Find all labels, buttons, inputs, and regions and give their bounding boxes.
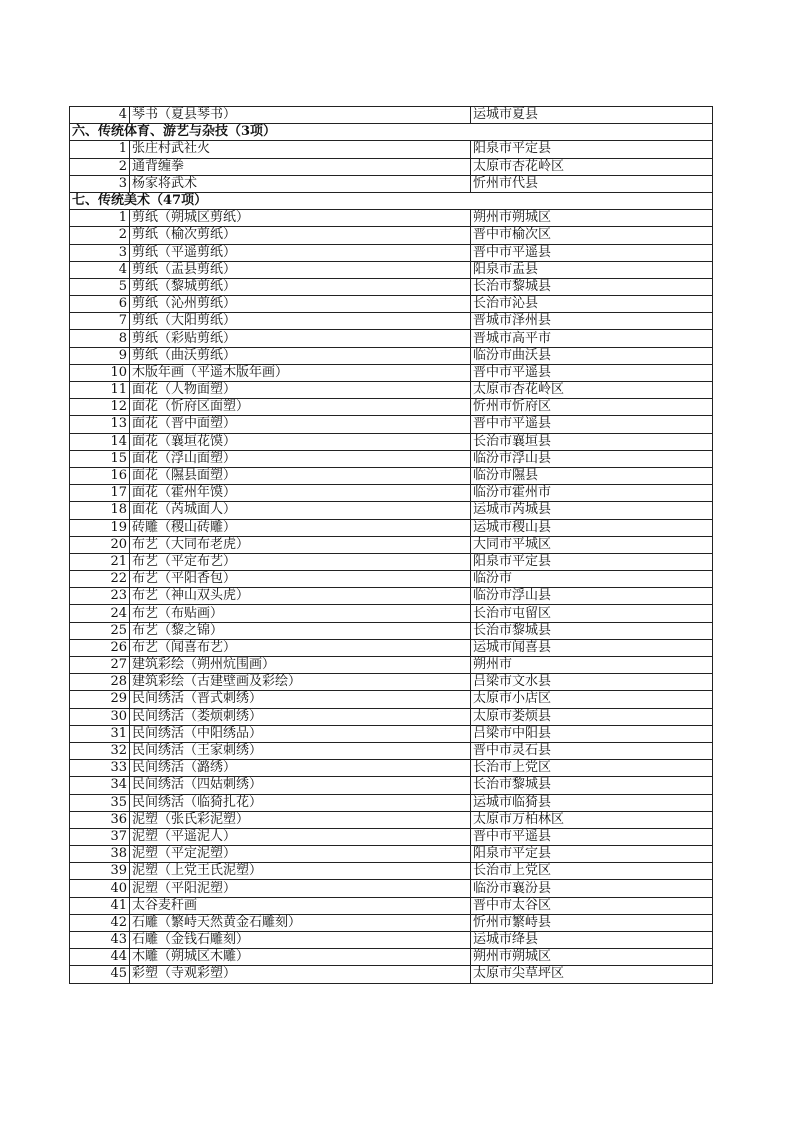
item-location: 晋中市平遥县 [471,416,713,433]
item-name: 面花（霍州年馍） [130,485,471,502]
table-row [70,450,713,467]
table-row [70,519,713,536]
table-row [70,949,713,966]
item-name: 民间绣活（娄烦刺绣） [130,708,471,725]
row-number: 36 [70,811,130,828]
row-number: 25 [70,622,130,639]
row-number: 41 [70,897,130,914]
row-number: 35 [70,794,130,811]
item-name: 剪纸（平遥剪纸） [130,244,471,261]
table-row [70,605,713,622]
row-number: 22 [70,571,130,588]
item-name: 布艺（闻喜布艺） [130,639,471,656]
item-name: 民间绣活（潞绣） [130,760,471,777]
table-row [70,382,713,399]
item-location: 长治市黎城县 [471,777,713,794]
row-number: 29 [70,691,130,708]
item-name: 杨家将武术 [130,175,471,192]
table-row [70,347,713,364]
item-name: 民间绣活（中阳绣品） [130,725,471,742]
row-number: 34 [70,777,130,794]
item-location: 晋中市灵石县 [471,742,713,759]
item-name: 彩塑（寺观彩塑） [130,966,471,983]
row-number: 12 [70,399,130,416]
row-number: 7 [70,313,130,330]
table-row [70,278,713,295]
table-row [70,467,713,484]
item-location: 运城市绛县 [471,932,713,949]
item-location: 长治市屯留区 [471,605,713,622]
row-number: 33 [70,760,130,777]
item-name: 民间绣活（晋式刺绣） [130,691,471,708]
item-location: 运城市临猗县 [471,794,713,811]
item-name: 布艺（平定布艺） [130,553,471,570]
item-name: 剪纸（黎城剪纸） [130,278,471,295]
table-row [70,725,713,742]
item-location: 长治市黎城县 [471,622,713,639]
table-row [70,760,713,777]
table-row [70,553,713,570]
item-name: 剪纸（大阳剪纸） [130,313,471,330]
row-number: 3 [70,244,130,261]
item-name: 面花（晋中面塑） [130,416,471,433]
item-name: 面花（襄垣花馍） [130,433,471,450]
row-number: 5 [70,278,130,295]
item-location: 朔州市 [471,657,713,674]
row-number: 43 [70,932,130,949]
row-number: 10 [70,364,130,381]
row-number: 44 [70,949,130,966]
item-name: 面花（忻府区面塑） [130,399,471,416]
item-location: 太原市尖草坪区 [471,966,713,983]
item-location: 临汾市浮山县 [471,588,713,605]
row-number: 31 [70,725,130,742]
item-name: 布艺（布贴画） [130,605,471,622]
row-number: 42 [70,914,130,931]
row-number: 3 [70,175,130,192]
section-header-row [70,192,713,209]
row-number: 39 [70,863,130,880]
item-location: 长治市襄垣县 [471,433,713,450]
table-row [70,313,713,330]
row-number: 2 [70,158,130,175]
item-location: 晋中市太谷区 [471,897,713,914]
row-number: 23 [70,588,130,605]
item-name: 泥塑（平阳泥塑） [130,880,471,897]
table-row [70,399,713,416]
item-name: 面花（隰县面塑） [130,467,471,484]
item-name: 泥塑（上党王氏泥塑） [130,863,471,880]
item-location: 晋城市高平市 [471,330,713,347]
row-number: 28 [70,674,130,691]
item-location: 长治市黎城县 [471,278,713,295]
row-number: 38 [70,846,130,863]
item-location: 忻州市忻府区 [471,399,713,416]
table-row [70,846,713,863]
item-location: 太原市杏花岭区 [471,158,713,175]
row-number: 16 [70,467,130,484]
row-number: 27 [70,657,130,674]
row-number: 18 [70,502,130,519]
item-name: 张庄村武社火 [130,141,471,158]
table-row [70,433,713,450]
item-name: 布艺（大同布老虎） [130,536,471,553]
item-name: 剪纸（朔城区剪纸） [130,210,471,227]
row-number: 17 [70,485,130,502]
item-location: 大同市平城区 [471,536,713,553]
table-row [70,674,713,691]
table-row [70,175,713,192]
item-name: 民间绣活（四姑刺绣） [130,777,471,794]
item-location: 运城市芮城县 [471,502,713,519]
item-location: 临汾市浮山县 [471,450,713,467]
item-location: 阳泉市平定县 [471,846,713,863]
table-row [70,107,713,124]
item-location: 晋中市平遥县 [471,244,713,261]
row-number: 1 [70,210,130,227]
item-location: 临汾市隰县 [471,467,713,484]
item-location: 忻州市繁峙县 [471,914,713,931]
item-location: 晋城市泽州县 [471,313,713,330]
row-number: 6 [70,296,130,313]
item-location: 临汾市襄汾县 [471,880,713,897]
item-name: 通背缠拳 [130,158,471,175]
table-row [70,330,713,347]
item-location: 阳泉市平定县 [471,553,713,570]
row-number: 19 [70,519,130,536]
item-name: 泥塑（平定泥塑） [130,846,471,863]
table-row [70,227,713,244]
item-name: 民间绣活（临猗扎花） [130,794,471,811]
table-row [70,708,713,725]
table-row [70,296,713,313]
item-name: 面花（芮城面人） [130,502,471,519]
section-title: 七、传统美术（47项） [70,192,713,209]
row-number: 4 [70,261,130,278]
table-row [70,639,713,656]
row-number: 8 [70,330,130,347]
item-location: 晋中市平遥县 [471,828,713,845]
table-row [70,261,713,278]
item-name: 布艺（黎之锦） [130,622,471,639]
table-row [70,622,713,639]
table-row [70,828,713,845]
item-location: 运城市闻喜县 [471,639,713,656]
section-header-row [70,124,713,141]
table-body [70,107,713,984]
item-name: 泥塑（张氏彩泥塑） [130,811,471,828]
item-name: 木雕（朔城区木雕） [130,949,471,966]
row-number: 24 [70,605,130,622]
item-location: 晋中市榆次区 [471,227,713,244]
row-number: 13 [70,416,130,433]
table-row [70,502,713,519]
row-number: 15 [70,450,130,467]
row-number: 30 [70,708,130,725]
item-location: 长治市上党区 [471,863,713,880]
item-name: 建筑彩绘（古建壁画及彩绘） [130,674,471,691]
table-row [70,244,713,261]
item-name: 琴书（夏县琴书） [130,107,471,124]
row-number: 14 [70,433,130,450]
table-row [70,897,713,914]
item-location: 阳泉市盂县 [471,261,713,278]
table-row [70,966,713,983]
table-row [70,811,713,828]
item-name: 面花（人物面塑） [130,382,471,399]
item-name: 石雕（繁峙天然黄金石雕刻） [130,914,471,931]
table-row [70,571,713,588]
table-row [70,536,713,553]
item-location: 朔州市朔城区 [471,949,713,966]
table-row [70,777,713,794]
item-location: 临汾市霍州市 [471,485,713,502]
item-location: 运城市稷山县 [471,519,713,536]
row-number: 32 [70,742,130,759]
table-row [70,794,713,811]
table-row [70,863,713,880]
row-number: 9 [70,347,130,364]
item-name: 木版年画（平遥木版年画） [130,364,471,381]
item-location: 太原市杏花岭区 [471,382,713,399]
item-name: 剪纸（盂县剪纸） [130,261,471,278]
row-number: 37 [70,828,130,845]
item-name: 建筑彩绘（朔州炕围画） [130,657,471,674]
item-name: 民间绣活（王家刺绣） [130,742,471,759]
table-row [70,588,713,605]
row-number: 26 [70,639,130,656]
section-title: 六、传统体育、游艺与杂技（3项） [70,124,713,141]
item-name: 剪纸（榆次剪纸） [130,227,471,244]
table-row [70,932,713,949]
table-row [70,880,713,897]
item-name: 布艺（神山双头虎） [130,588,471,605]
item-location: 太原市娄烦县 [471,708,713,725]
table-row [70,141,713,158]
table-row [70,657,713,674]
heritage-list-table [69,106,713,984]
table-row [70,416,713,433]
row-number: 4 [70,107,130,124]
row-number: 21 [70,553,130,570]
item-location: 太原市小店区 [471,691,713,708]
item-location: 太原市万柏林区 [471,811,713,828]
item-location: 临汾市曲沃县 [471,347,713,364]
item-location: 长治市上党区 [471,760,713,777]
item-location: 忻州市代县 [471,175,713,192]
item-name: 石雕（金钱石雕刻） [130,932,471,949]
item-name: 太谷麦秆画 [130,897,471,914]
table-row [70,210,713,227]
item-name: 剪纸（曲沃剪纸） [130,347,471,364]
row-number: 40 [70,880,130,897]
table-row [70,691,713,708]
item-location: 吕梁市文水县 [471,674,713,691]
item-name: 泥塑（平遥泥人） [130,828,471,845]
row-number: 45 [70,966,130,983]
table-row [70,485,713,502]
item-location: 阳泉市平定县 [471,141,713,158]
table-row [70,742,713,759]
item-location: 朔州市朔城区 [471,210,713,227]
table-row [70,364,713,381]
item-location: 吕梁市中阳县 [471,725,713,742]
item-location: 晋中市平遥县 [471,364,713,381]
item-name: 面花（浮山面塑） [130,450,471,467]
item-location: 临汾市 [471,571,713,588]
item-name: 剪纸（沁州剪纸） [130,296,471,313]
row-number: 2 [70,227,130,244]
table-row [70,158,713,175]
item-name: 剪纸（彩贴剪纸） [130,330,471,347]
row-number: 20 [70,536,130,553]
item-location: 长治市沁县 [471,296,713,313]
item-location: 运城市夏县 [471,107,713,124]
item-name: 砖雕（稷山砖雕） [130,519,471,536]
table-row [70,914,713,931]
row-number: 1 [70,141,130,158]
item-name: 布艺（平阳香包） [130,571,471,588]
row-number: 11 [70,382,130,399]
